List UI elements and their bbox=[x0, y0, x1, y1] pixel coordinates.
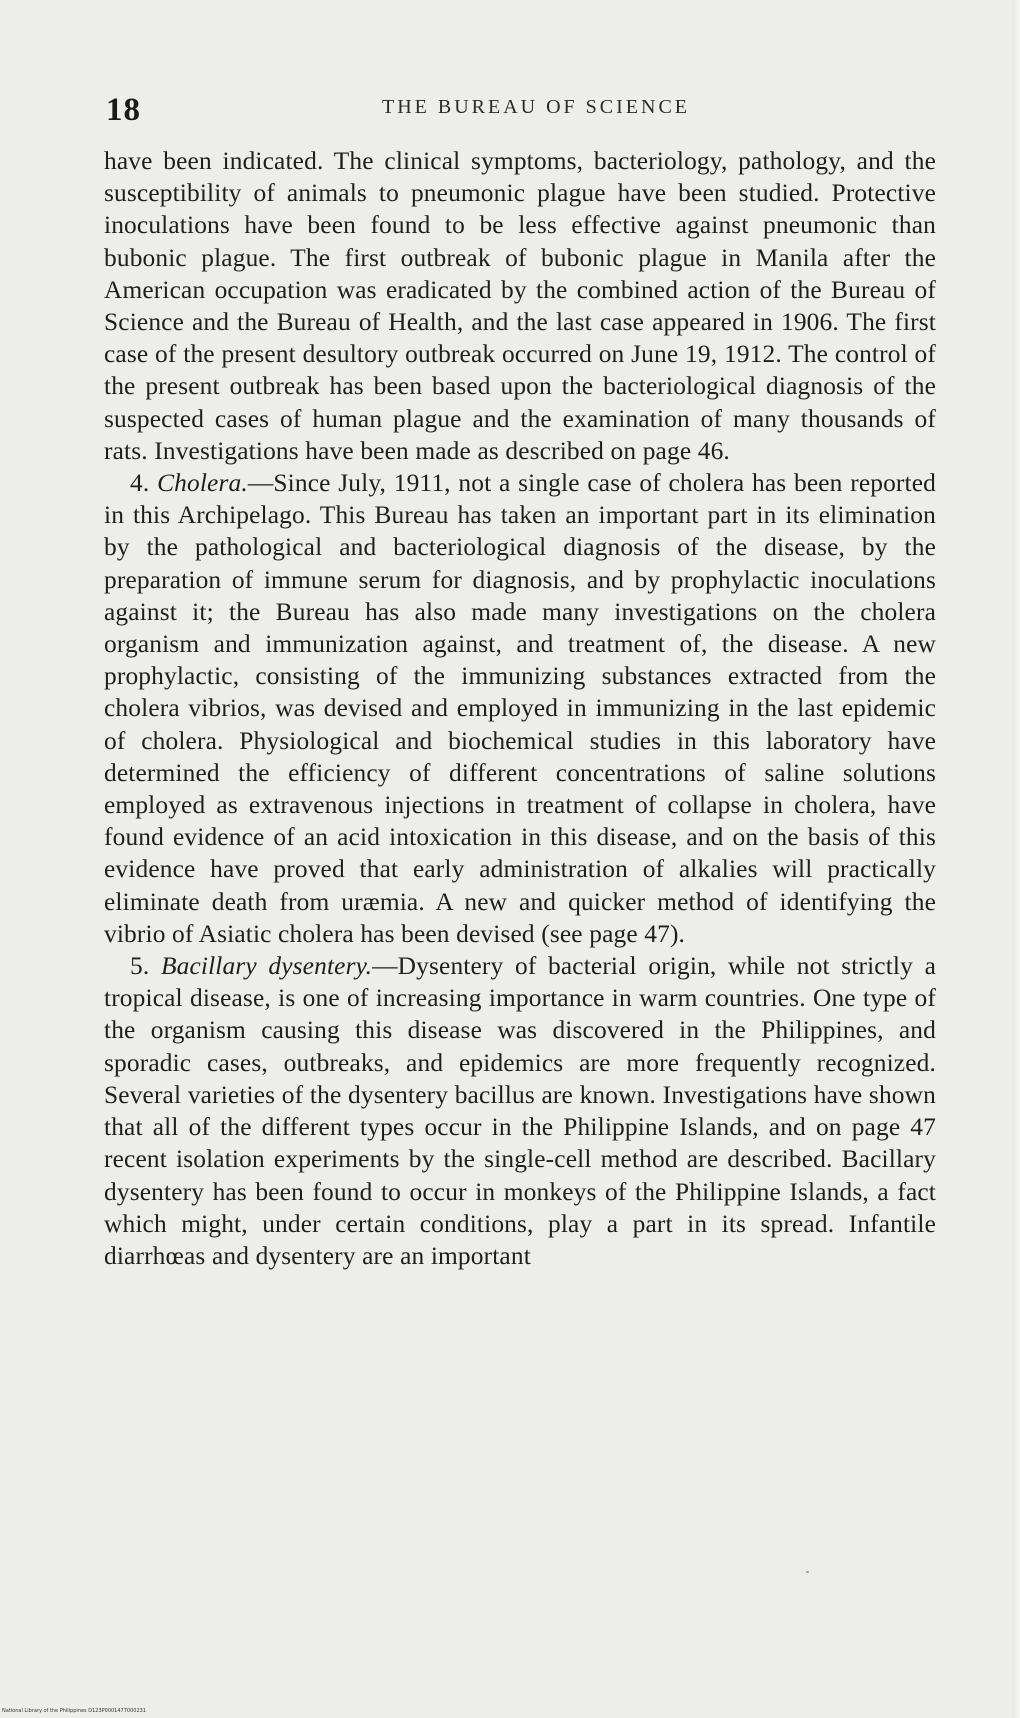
page-edge-shadow bbox=[1012, 0, 1020, 1718]
section-heading-dysentery: Bacillary dysentery. bbox=[160, 952, 373, 981]
paragraph-cholera-text: —Since July, 1911, not a single case of cholera has been reported in this Archipelago. This Bureau has taken an important part in its elimination by the pathological and bacteriological diagnosis of the disease, by the preparation of immune serum for diagnosis, and by prophylactic inoculations against it; the Bureau has also made many investigations on the cholera organism and immunization against, and treatment of, the disease. A new prophylactic, consisting of the immunizing substances extracted from the cholera vibrios, was devised and employed in immunizing in the last epidemic of cholera. Physiological and biochemical studies in this laboratory have determined the efficiency of different concentrations of saline solutions employed as extravenous injections in treatment of collapse in cholera, have found evidence of an acid intoxication in this disease, and on the basis of this evidence have proved that early administration of alkalies will practically eliminate death from uræmia. A new and quicker method of identifying the vibrio of Asiatic cholera has been devised (see page 47). bbox=[104, 469, 936, 948]
paragraph-dysentery-text: —Dysentery of bacterial origin, while not strictly a tropical disease, is one of increasing importance in warm countries. One type of the organism causing this disease was discovered in the Philippines, and sporadic cases, outbreaks, and epidemics are more frequently recognized. Several varieties of the dysentery bacillus are known. Investigations have shown that all of the different types occur in the Philippine Islands, and on page 47 recent isolation experiments by the single-cell method are described. Bacillary dysentery has been found to occur in monkeys of the Philippine Islands, a fact which might, under certain conditions, play a part in its spread. Infantile diarrhœas and dysentery are an important bbox=[104, 952, 937, 1270]
section-number: 4. bbox=[130, 469, 150, 498]
page-number: 18 bbox=[106, 92, 141, 128]
paragraph-cholera bbox=[104, 467, 936, 950]
running-head: THE BUREAU OF SCIENCE bbox=[381, 96, 690, 118]
scan-speck bbox=[806, 1571, 809, 1573]
section-number: 5. bbox=[130, 952, 150, 981]
body-text bbox=[104, 145, 936, 1272]
page-header bbox=[106, 88, 936, 128]
section-heading-cholera: Cholera. bbox=[157, 469, 248, 498]
paragraph-dysentery bbox=[104, 950, 936, 1272]
paragraph-plague-continued: have been indicated. The clinical symptoms, bacteriology, pathology, and the susceptibility of animals to pneumonic plague have been studied. Protective inoculations have been found to be less effective against pneumonic than bubonic plague. The first outbreak of bubonic plague in Manila after the American occupation was eradicated by the combined action of the Bureau of Science and the Bureau of Health, and the last case appeared in 1906. The first case of the present desultory outbreak occurred on June 19, 1912. The control of the present outbreak has been based upon the bacteriological diagnosis of the suspected cases of human plague and the examination of many thousands of rats. Investigations have been made as described on page 46. bbox=[104, 147, 936, 465]
scan-credit-line: National Library of the Philippines D123P0001477000231 bbox=[2, 1708, 146, 1714]
